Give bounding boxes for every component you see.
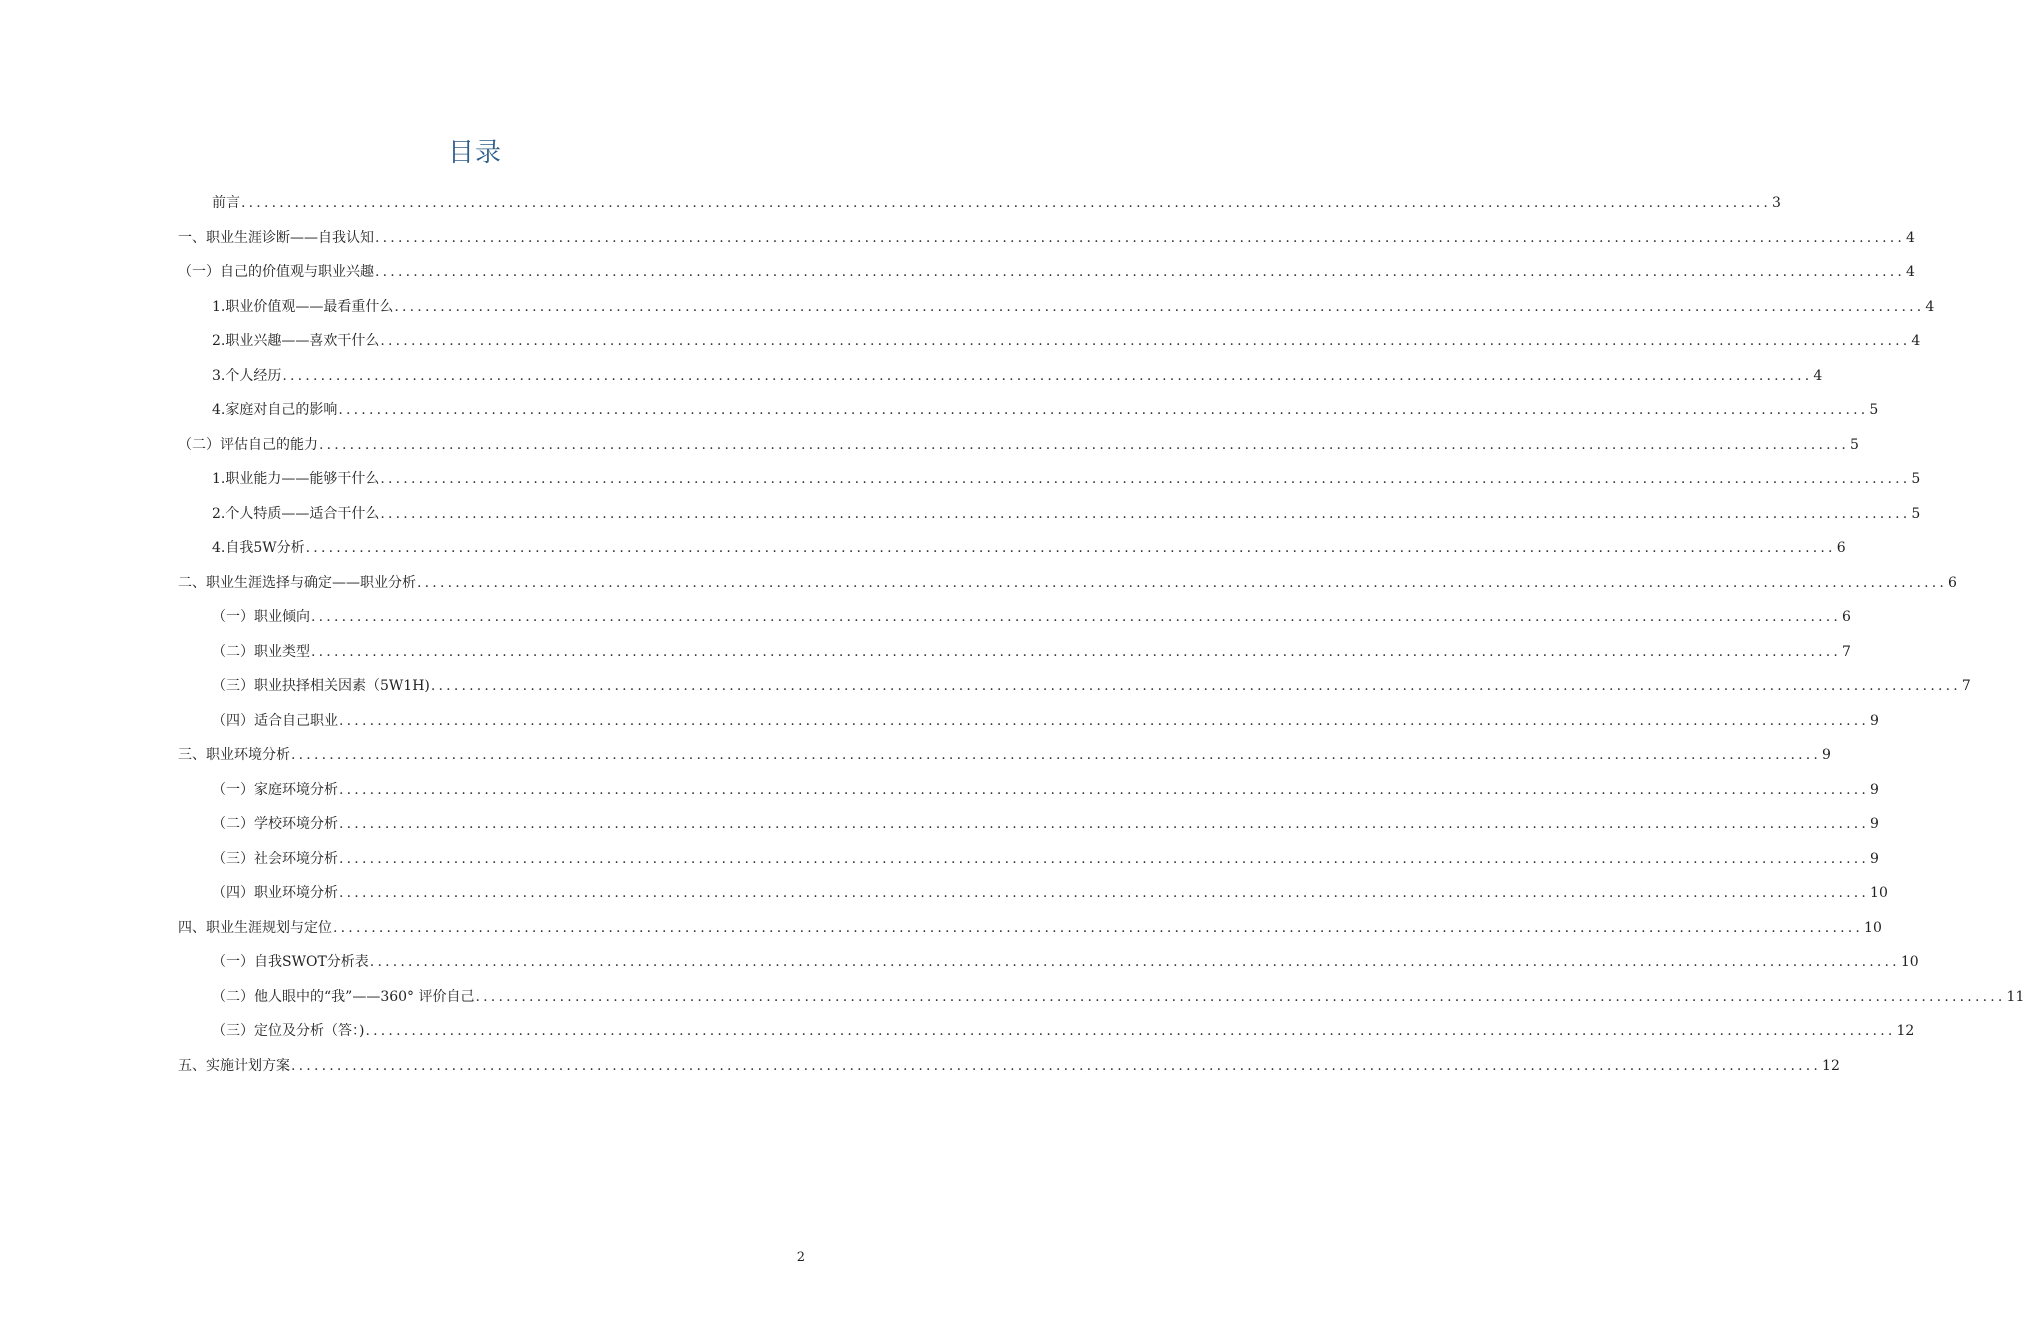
toc-entry-page: 4: [1906, 229, 1915, 246]
toc-entry-page: 12: [1822, 1057, 1840, 1074]
toc-entry-text: （三）定位及分析（答：): [212, 1023, 365, 1039]
toc-entry-text: （一）自我SWOT分析表: [212, 954, 369, 970]
toc-entry[interactable]: [212, 324, 1921, 358]
toc-entry-page: 9: [1822, 747, 1831, 763]
toc-entry-text: （三）职业抉择相关因素（5W1H): [212, 678, 430, 694]
toc-dot-leader: ........................................................................................................................................................................................................: [369, 954, 1900, 970]
toc-entry[interactable]: [178, 255, 1915, 289]
toc-entry-page: 9: [1870, 781, 1879, 798]
toc-entry-page: 7: [1961, 678, 1971, 694]
toc-dot-leader: ........................................................................................................................................................................................................: [339, 885, 1870, 901]
toc-dot-leader: ........................................................................................................................................................................................................: [380, 471, 1911, 487]
toc-dot-leader: ........................................................................................................................................................................................................: [430, 678, 1961, 694]
toc-dot-leader: ........................................................................................................................................................................................................: [339, 712, 1870, 729]
toc-dot-leader: ........................................................................................................................................................................................................: [338, 402, 1869, 418]
toc-title: 目录: [447, 138, 502, 168]
toc-entry-text: （二）他人眼中的“我”——360° 评价自己: [212, 988, 475, 1005]
toc-entry-text: 五、实施计划方案: [178, 1057, 290, 1074]
toc-entry[interactable]: [212, 704, 1879, 738]
toc-entry[interactable]: [212, 290, 1935, 324]
toc-entry-text: 1.职业价值观——最看重什么: [212, 298, 394, 315]
toc-entry[interactable]: [212, 635, 1851, 669]
toc-entry-text: 二、职业生涯选择与确定——职业分析: [178, 574, 416, 591]
toc-entry-page: 4: [1906, 264, 1915, 280]
toc-entry-text: （一）职业倾向: [212, 609, 310, 625]
toc-dot-leader: ........................................................................................................................................................................................................: [339, 816, 1870, 832]
toc-entry-text: 3.个人经历: [212, 367, 282, 384]
toc-entry-page: 7: [1842, 643, 1851, 660]
toc-entry[interactable]: [212, 980, 2024, 1014]
toc-entry-text: （四）适合自己职业: [212, 712, 338, 729]
toc-dot-leader: ........................................................................................................................................................................................................: [394, 298, 1925, 315]
toc-dot-leader: ........................................................................................................................................................................................................: [291, 747, 1822, 763]
toc-dot-leader: ........................................................................................................................................................................................................: [417, 574, 1948, 591]
toc-entry-page: 9: [1870, 712, 1879, 729]
toc-dot-leader: ........................................................................................................................................................................................................: [380, 333, 1911, 349]
toc-entry-text: 一、职业生涯诊断——自我认知: [178, 229, 374, 246]
toc-dot-leader: ........................................................................................................................................................................................................: [311, 643, 1842, 660]
toc-entry[interactable]: [178, 1049, 1840, 1083]
toc-entry-text: 三、职业环境分析: [178, 747, 290, 763]
toc-entry-page: 11: [2006, 988, 2024, 1005]
toc-dot-leader: ........................................................................................................................................................................................................: [339, 850, 1870, 867]
toc-entry[interactable]: [212, 876, 1888, 910]
toc-entry[interactable]: [212, 186, 1781, 220]
toc-entry-text: （一）自己的价值观与职业兴趣: [178, 264, 374, 280]
toc-entry[interactable]: [212, 359, 1823, 393]
toc-entry[interactable]: [212, 1014, 1915, 1048]
toc-entry-text: （三）社会环境分析: [212, 850, 338, 867]
toc-dot-leader: ........................................................................................................................................................................................................: [339, 781, 1870, 798]
toc-entry[interactable]: [212, 807, 1879, 841]
page-number: 2: [796, 1250, 805, 1265]
toc-dot-leader: ........................................................................................................................................................................................................: [375, 264, 1906, 280]
toc-entry[interactable]: [212, 600, 1851, 634]
toc-entry-page: 3: [1772, 195, 1781, 211]
toc-entry-page: 10: [1870, 885, 1888, 901]
toc-entry[interactable]: [212, 669, 1971, 703]
toc-entry[interactable]: [212, 531, 1846, 565]
toc-entry-page: 4: [1925, 298, 1935, 315]
toc-entry-text: 4.家庭对自己的影响: [212, 402, 338, 418]
toc-entry-page: 6: [1948, 574, 1957, 591]
toc-entry-text: （二）学校环境分析: [212, 816, 338, 832]
toc-entry-text: 2.职业兴趣——喜欢干什么: [212, 333, 380, 349]
toc-entry[interactable]: [212, 393, 1879, 427]
toc-dot-leader: ........................................................................................................................................................................................................: [291, 1057, 1822, 1074]
toc-dot-leader: ........................................................................................................................................................................................................: [333, 919, 1864, 936]
toc-dot-leader: ........................................................................................................................................................................................................: [311, 609, 1842, 625]
toc-entry-page: 4: [1813, 367, 1823, 384]
toc-entry-text: （二）评估自己的能力: [178, 436, 318, 453]
toc-entry-page: 10: [1900, 954, 1919, 970]
toc-dot-leader: ........................................................................................................................................................................................................: [319, 436, 1850, 453]
toc-entry-page: 9: [1870, 816, 1879, 832]
toc-entry-page: 10: [1864, 919, 1882, 936]
toc-entry-text: 2.个人特质——适合干什么: [212, 505, 380, 522]
toc-entry[interactable]: [212, 497, 1921, 531]
toc-entry-text: （四）职业环境分析: [212, 885, 338, 901]
toc-entry-text: 4.自我5W分析: [212, 540, 305, 556]
toc-dot-leader: ........................................................................................................................................................................................................: [365, 1023, 1896, 1039]
toc-entry-page: 5: [1911, 471, 1921, 487]
toc-entry[interactable]: [178, 566, 1957, 600]
toc-entry[interactable]: [178, 738, 1831, 772]
toc-entry-page: 6: [1842, 609, 1851, 625]
toc-entry-page: 6: [1836, 540, 1846, 556]
toc-entry-page: 4: [1911, 333, 1921, 349]
toc-entry[interactable]: [178, 428, 1859, 462]
toc-entry[interactable]: [212, 945, 1919, 979]
toc-dot-leader: ........................................................................................................................................................................................................: [375, 229, 1906, 246]
toc-dot-leader: ........................................................................................................................................................................................................: [241, 195, 1772, 211]
toc-entry-page: 5: [1911, 505, 1921, 522]
toc-entry[interactable]: [212, 462, 1921, 496]
toc-entry-text: （一）家庭环境分析: [212, 781, 338, 798]
toc-dot-leader: ........................................................................................................................................................................................................: [282, 367, 1813, 384]
toc-entry-page: 5: [1850, 436, 1859, 453]
toc-entry[interactable]: [212, 773, 1879, 807]
toc-entry[interactable]: [178, 911, 1882, 945]
toc-entry-text: 前言: [212, 195, 240, 211]
toc-entry-text: 四、职业生涯规划与定位: [178, 919, 332, 936]
toc-entry-text: （二）职业类型: [212, 643, 310, 660]
toc-entry-page: 12: [1896, 1023, 1915, 1039]
toc-dot-leader: ........................................................................................................................................................................................................: [380, 505, 1911, 522]
toc-dot-leader: ........................................................................................................................................................................................................: [305, 540, 1836, 556]
toc-dot-leader: ........................................................................................................................................................................................................: [475, 988, 2006, 1005]
toc-entry-text: 1.职业能力——能够干什么: [212, 471, 380, 487]
toc-entry[interactable]: [178, 221, 1915, 255]
toc-entry[interactable]: [212, 842, 1879, 876]
toc-entry-page: 5: [1869, 402, 1879, 418]
toc-entry-page: 9: [1870, 850, 1879, 867]
